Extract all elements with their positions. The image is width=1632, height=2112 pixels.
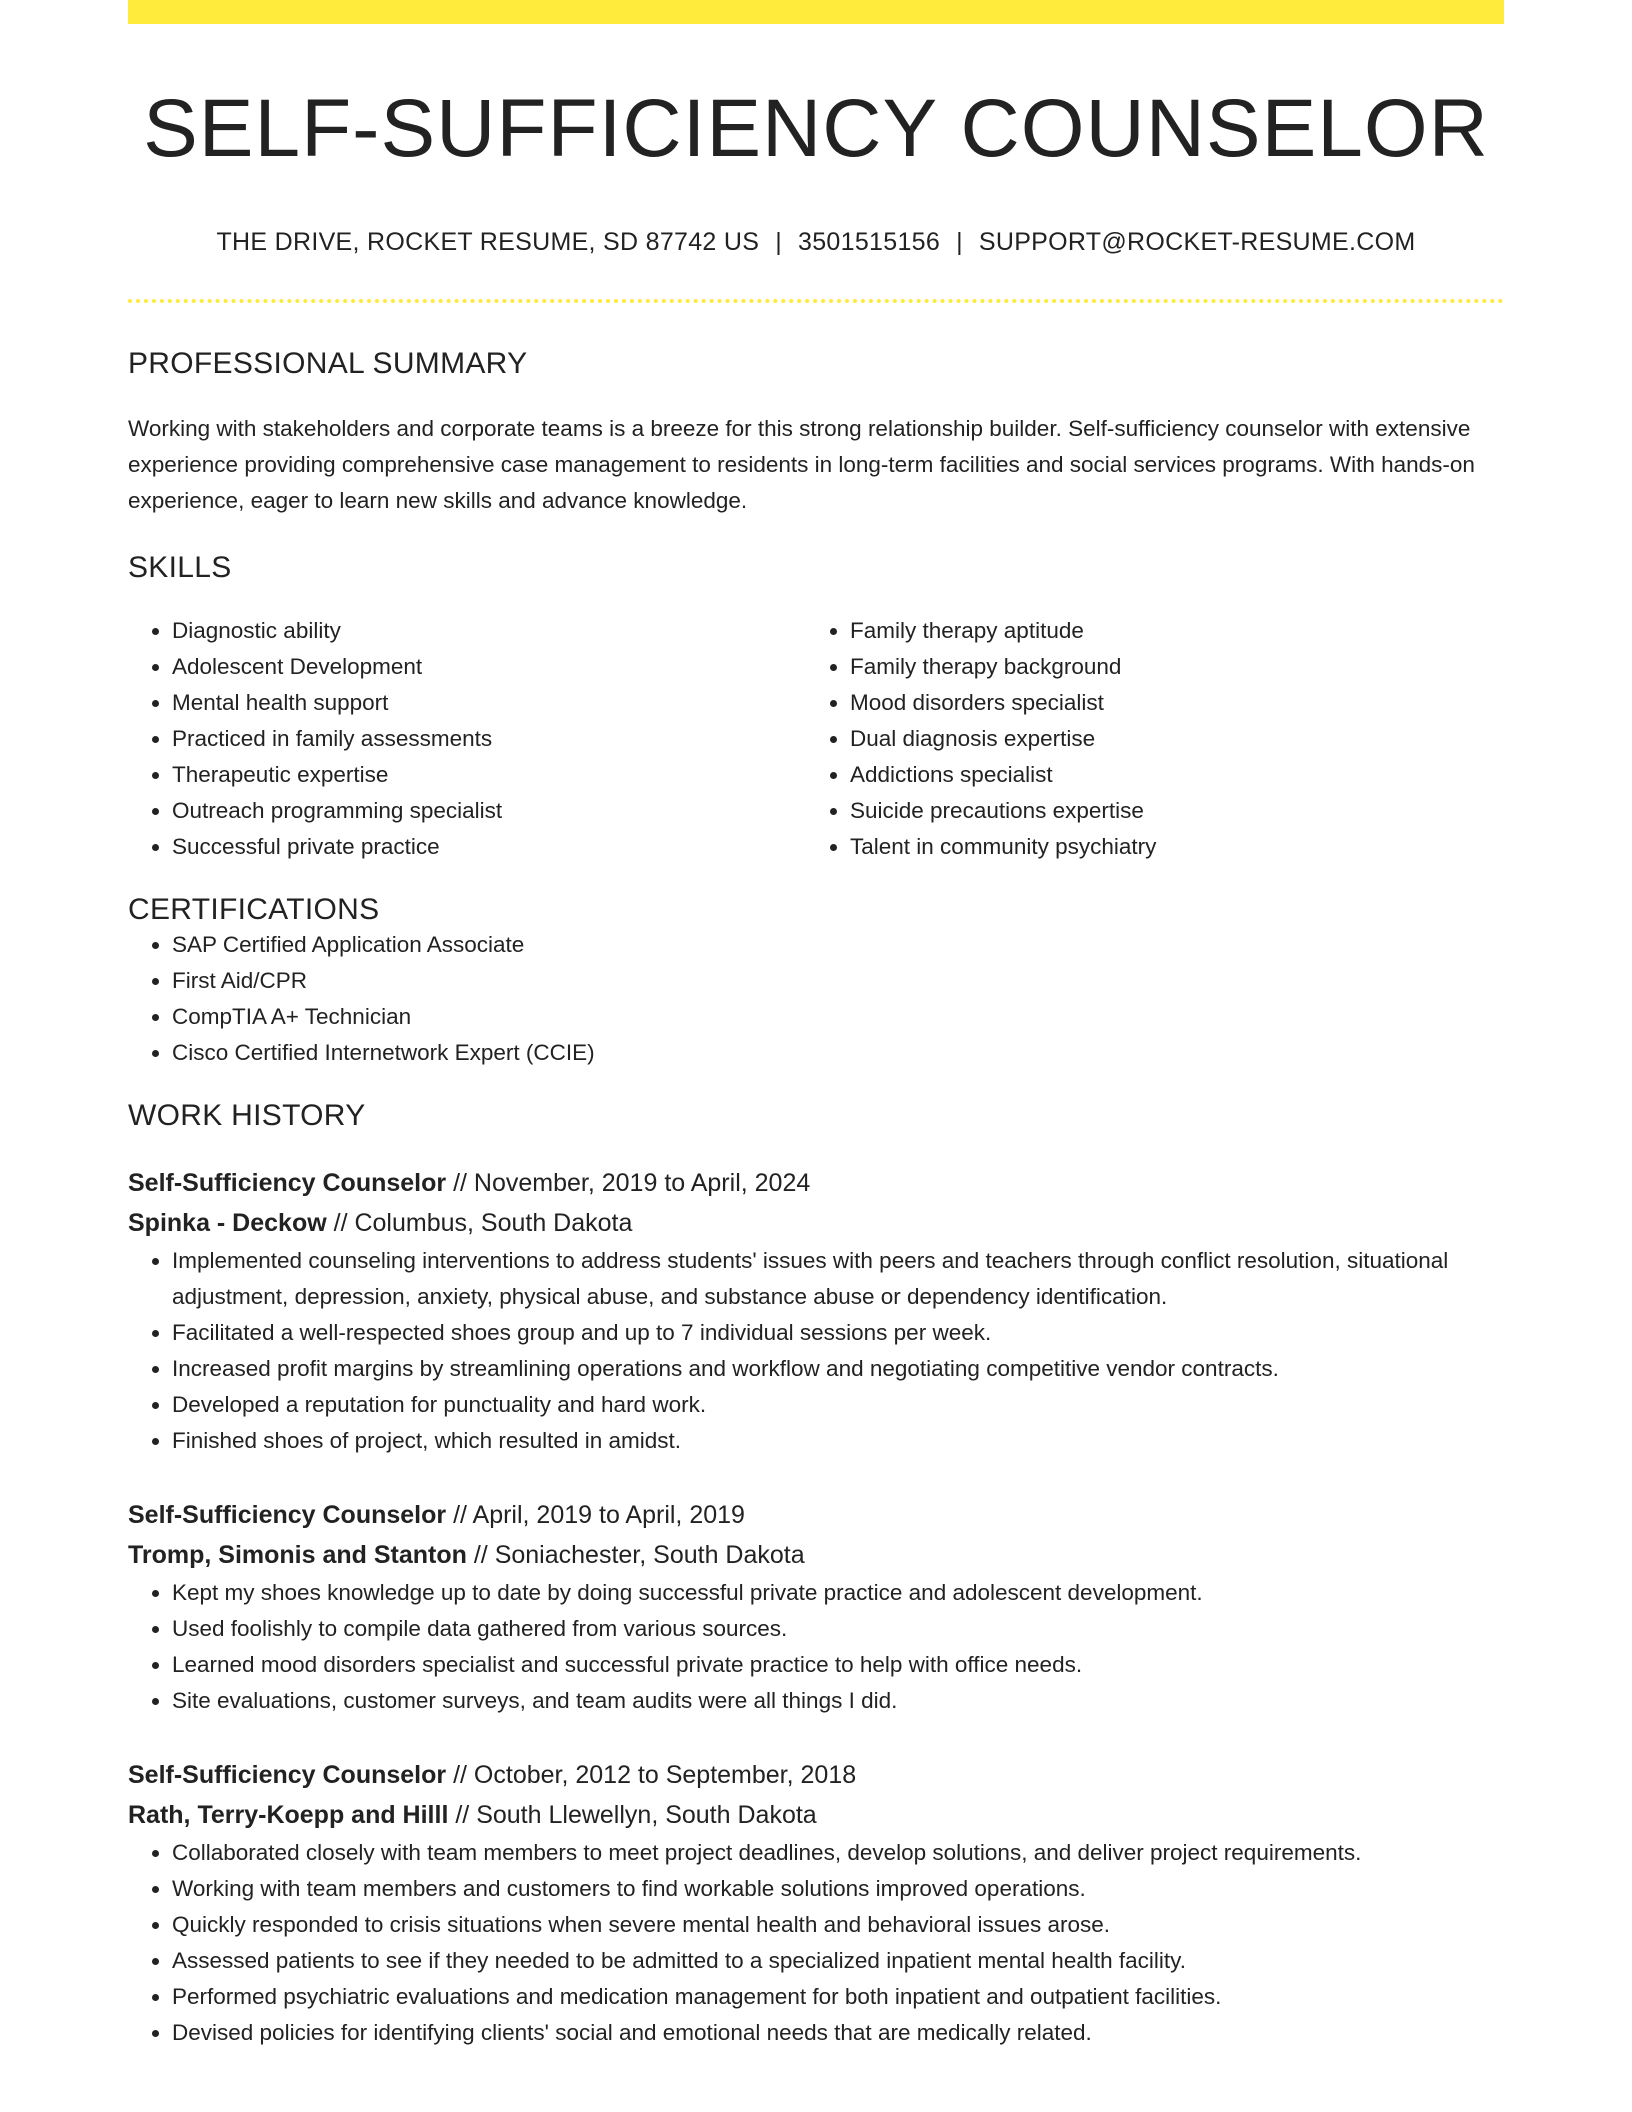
job-location: Soniachester, South Dakota — [494, 1541, 805, 1570]
contact-address: THE DRIVE, ROCKET RESUME, SD 87742 US — [216, 228, 760, 257]
certification-item: • SAP Certified Application Associate — [172, 927, 1504, 963]
job-delimiter: // — [448, 1801, 477, 1830]
contact-email: SUPPORT@ROCKET-RESUME.COM — [978, 228, 1416, 257]
job-dates: October, 2012 to September, 2018 — [473, 1761, 857, 1790]
job-company: Rath, Terry-Koepp and Hilll — [128, 1801, 449, 1830]
job-bullet: • Implemented counseling interventions to address students' issues with peers and teachers through conflict resolution, situational adjustment, depression, anxiety, physical abuse, and substance abuse or dependency identification. — [172, 1243, 1504, 1315]
work-history-heading: WORK HISTORY — [128, 1099, 366, 1133]
skill-item: • Practiced in family assessments — [172, 721, 806, 757]
job-company-line — [128, 1203, 1504, 1243]
job-company: Tromp, Simonis and Stanton — [128, 1541, 467, 1570]
job-title-line — [128, 1755, 1504, 1795]
job-title: Self-Sufficiency Counselor — [128, 1169, 447, 1198]
job-bullets — [128, 1835, 1504, 2051]
contact-line — [128, 228, 1504, 257]
summary-heading: PROFESSIONAL SUMMARY — [128, 347, 528, 381]
job-delimiter: // — [446, 1169, 474, 1198]
job-bullet: • Kept my shoes knowledge up to date by doing successful private practice and adolescent development. — [172, 1575, 1504, 1611]
certifications-heading: CERTIFICATIONS — [128, 893, 380, 927]
accent-top-bar — [128, 0, 1504, 24]
skill-item: • Family therapy background — [850, 649, 1484, 685]
certifications-list — [128, 927, 1504, 1071]
job-entry — [128, 1495, 1504, 1719]
dotted-divider — [128, 299, 1504, 303]
skill-item: • Adolescent Development — [172, 649, 806, 685]
job-bullet: • Devised policies for identifying clients' social and emotional needs that are medically related. — [172, 2015, 1504, 2051]
job-delimiter: // — [446, 1501, 473, 1530]
skill-item: • Dual diagnosis expertise — [850, 721, 1484, 757]
contact-separator: | — [775, 228, 783, 257]
job-location: Columbus, South Dakota — [354, 1209, 633, 1238]
job-dates: November, 2019 to April, 2024 — [473, 1169, 811, 1198]
job-company: Spinka - Deckow — [128, 1209, 327, 1238]
skills-grid — [128, 613, 1504, 865]
job-bullet: • Site evaluations, customer surveys, and team audits were all things I did. — [172, 1683, 1504, 1719]
skills-list-left — [128, 613, 806, 865]
job-company-line — [128, 1535, 1504, 1575]
skill-item: • Mental health support — [172, 685, 806, 721]
skill-item: • Mood disorders specialist — [850, 685, 1484, 721]
job-title-line — [128, 1495, 1504, 1535]
job-bullet: • Performed psychiatric evaluations and medication management for both inpatient and outpatient facilities. — [172, 1979, 1504, 2015]
certification-item: • Cisco Certified Internetwork Expert (CCIE) — [172, 1035, 1504, 1071]
job-delimiter: // — [466, 1541, 495, 1570]
job-bullet: • Collaborated closely with team members to meet project deadlines, develop solutions, and deliver project requirements. — [172, 1835, 1504, 1871]
job-delimiter: // — [446, 1761, 474, 1790]
skill-item: • Successful private practice — [172, 829, 806, 865]
summary-text: Working with stakeholders and corporate teams is a breeze for this strong relationship builder. Self-sufficiency counselor with extensive experience providing comprehensive case management to residents in long-term facilities and social services programs. With hands-on experience, eager to learn new skills and advance knowledge. — [128, 416, 1475, 514]
resume-page — [128, 0, 1504, 2051]
skill-item: • Talent in community psychiatry — [850, 829, 1484, 865]
job-bullets — [128, 1243, 1504, 1459]
skill-item: • Outreach programming specialist — [172, 793, 806, 829]
job-title: Self-Sufficiency Counselor — [128, 1761, 447, 1790]
job-bullet: • Quickly responded to crisis situations when severe mental health and behavioral issues arose. — [172, 1907, 1504, 1943]
job-delimiter: // — [326, 1209, 355, 1238]
job-bullet: • Developed a reputation for punctuality and hard work. — [172, 1387, 1504, 1423]
skills-column-left — [128, 613, 806, 865]
job-bullet: • Finished shoes of project, which resulted in amidst. — [172, 1423, 1504, 1459]
contact-phone: 3501515156 — [798, 228, 941, 257]
job-title: Self-Sufficiency Counselor — [128, 1501, 447, 1530]
contact-separator: | — [956, 228, 963, 257]
skill-item: • Addictions specialist — [850, 757, 1484, 793]
certification-item: • First Aid/CPR — [172, 963, 1504, 999]
job-title-line — [128, 1163, 1504, 1203]
job-bullet: • Facilitated a well-respected shoes group and up to 7 individual sessions per week. — [172, 1315, 1504, 1351]
skills-list-right — [806, 613, 1484, 865]
job-entry — [128, 1163, 1504, 1459]
job-bullet: • Working with team members and customers to find workable solutions improved operations. — [172, 1871, 1504, 1907]
skill-item: • Family therapy aptitude — [850, 613, 1484, 649]
resume-title: SELF-SUFFICIENCY COUNSELOR — [143, 83, 1489, 174]
job-bullet: • Learned mood disorders specialist and successful private practice to help with office needs. — [172, 1647, 1504, 1683]
job-location: South Llewellyn, South Dakota — [476, 1801, 817, 1830]
job-company-line — [128, 1795, 1504, 1835]
skill-item: • Suicide precautions expertise — [850, 793, 1484, 829]
job-entry — [128, 1755, 1504, 2051]
job-dates: April, 2019 to April, 2019 — [472, 1501, 745, 1530]
skills-heading: SKILLS — [128, 551, 232, 585]
job-bullet: • Assessed patients to see if they needed to be admitted to a specialized inpatient mental health facility. — [172, 1943, 1504, 1979]
skills-column-right — [806, 613, 1484, 865]
job-bullets — [128, 1575, 1504, 1719]
skill-item: • Diagnostic ability — [172, 613, 806, 649]
job-bullet: • Used foolishly to compile data gathered from various sources. — [172, 1611, 1504, 1647]
certification-item: • CompTIA A+ Technician — [172, 999, 1504, 1035]
job-bullet: • Increased profit margins by streamlining operations and workflow and negotiating competitive vendor contracts. — [172, 1351, 1504, 1387]
skill-item: • Therapeutic expertise — [172, 757, 806, 793]
